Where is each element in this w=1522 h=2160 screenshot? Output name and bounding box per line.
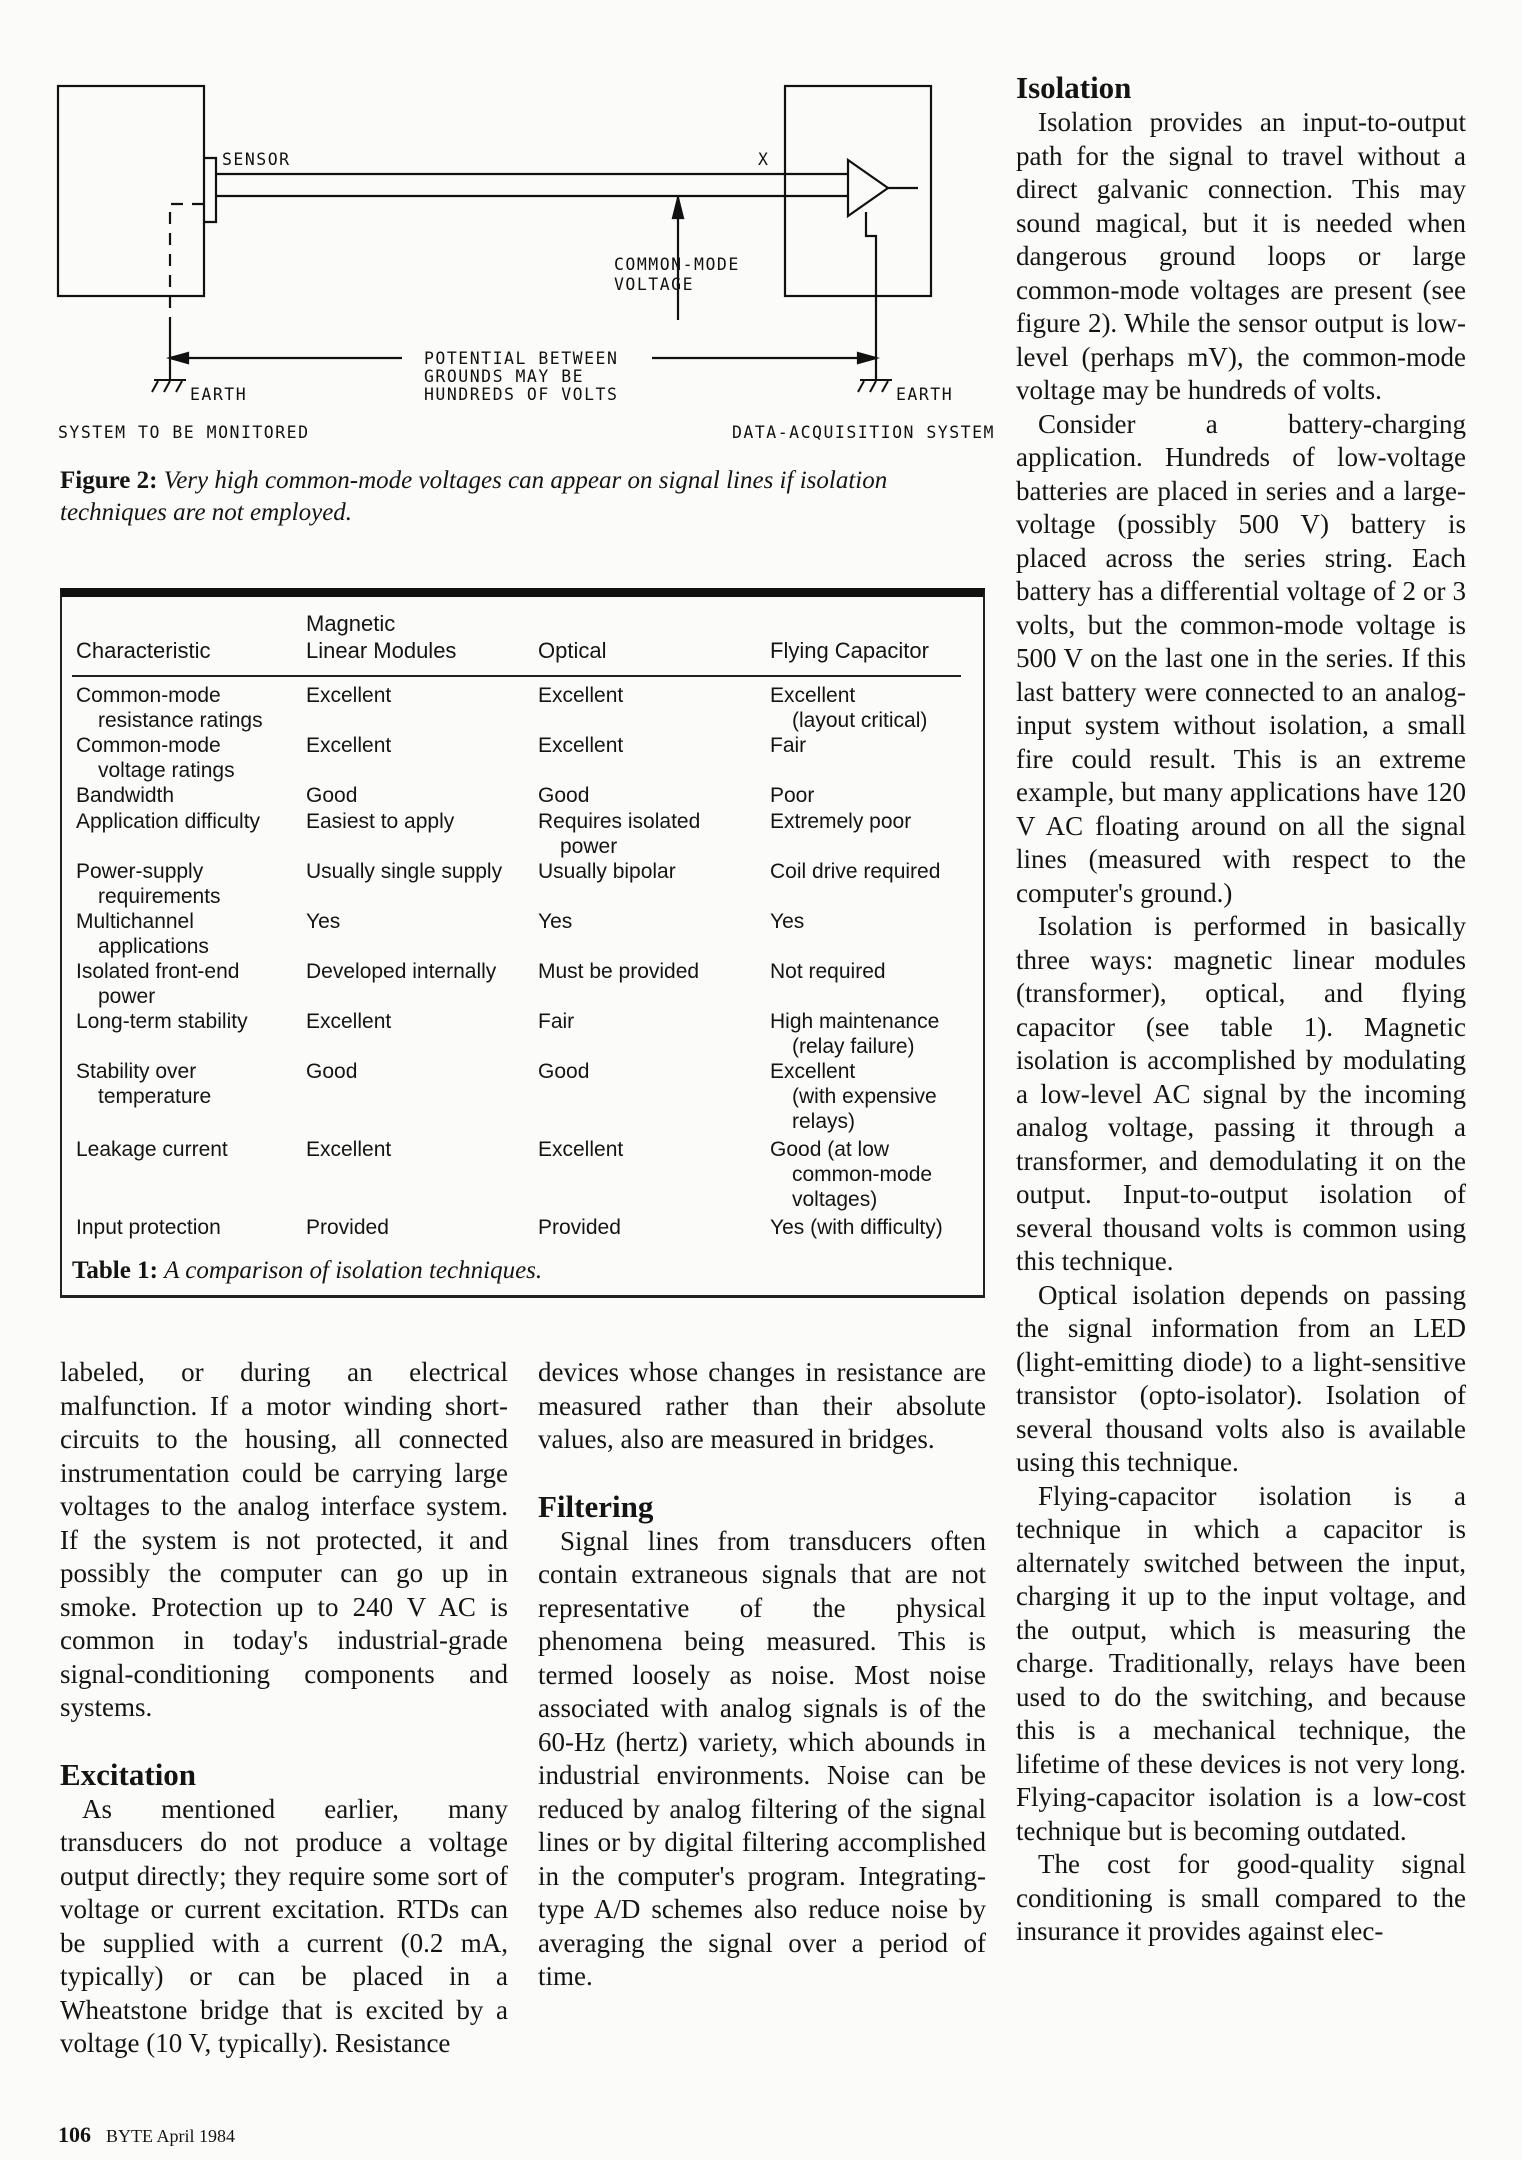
earth-ground-icon	[858, 380, 892, 392]
system-monitored-label: SYSTEM TO BE MONITORED	[58, 423, 310, 442]
table-cell-magnetic: Excellent	[306, 684, 392, 707]
table-cell-characteristic: Bandwidth	[76, 784, 175, 807]
page-number: 106	[58, 2122, 91, 2147]
table-cell-magnetic: Developed internally	[306, 960, 497, 983]
magazine-issue: BYTE April 1984	[106, 2126, 235, 2146]
table-cell-characteristic: Stability over temperature	[76, 1060, 212, 1108]
amplifier-triangle	[848, 160, 888, 216]
table-cell-optical: Usually bipolar	[538, 860, 676, 883]
paragraph: Optical isolation depends on passing the signal information from an LED (light-emitting diode) to a light-sensitive transistor (opto-isolator). Isolation of several thousand volts also is available using this technique.	[1016, 1279, 1466, 1477]
heading-filtering: Filtering	[538, 1488, 654, 1524]
table-cell-flying-capacitor: Poor	[770, 784, 815, 807]
sensor-label: SENSOR	[222, 150, 291, 169]
earth-ground-icon	[152, 380, 186, 392]
table-cell-optical: Fair	[538, 1010, 575, 1033]
paragraph: The cost for good-quality signal conditioning is small compared to the insurance it provides against elec-	[1016, 1849, 1466, 1946]
paragraph: Isolation is performed in basically three ways: magnetic linear modules (transformer), optical, and flying capacitor (see table 1). Magnetic isolation is accomplished by modulating a low-level AC signal by the incoming analog voltage, passing it through a transformer, and demodulating it on the output. Input-to-output isolation of several thousand volts is common using this technique.	[1016, 911, 1466, 1276]
table-cell-optical: Requires isolated power	[538, 810, 701, 858]
table-cell-characteristic: Common-mode voltage ratings	[76, 734, 235, 782]
daq-system-box	[785, 86, 931, 296]
earth-label-right: EARTH	[896, 385, 954, 404]
table-cell-optical: Provided	[538, 1216, 621, 1239]
table-caption	[72, 1257, 542, 1285]
x-label: X	[758, 150, 770, 169]
table-cell-magnetic: Good	[306, 1060, 358, 1083]
table-caption-label: Table 1:	[72, 1257, 158, 1284]
table-cell-flying-capacitor: Yes (with difficulty)	[770, 1216, 943, 1239]
table-cell-optical: Excellent	[538, 734, 624, 757]
heading-isolation: Isolation	[1016, 70, 1132, 105]
common-mode-label: COMMON-MODE	[614, 255, 740, 274]
table-cell-magnetic: Good	[306, 784, 358, 807]
potential-label: GROUNDS MAY BE	[424, 367, 585, 386]
page-footer	[58, 2122, 235, 2148]
table-cell-characteristic: Leakage current	[76, 1138, 228, 1161]
header-magnetic: Magnetic Linear Modules	[306, 611, 457, 663]
table-cell-optical: Excellent	[538, 1138, 624, 1161]
table-cell-characteristic: Application difficulty	[76, 810, 261, 833]
table-cell-flying-capacitor: Extremely poor	[770, 810, 912, 833]
table-cell-magnetic: Easiest to apply	[306, 810, 455, 833]
table-cell-flying-capacitor: Coil drive required	[770, 860, 941, 883]
potential-label: POTENTIAL BETWEEN	[424, 349, 619, 368]
table-cell-flying-capacitor: Excellent (layout critical)	[770, 684, 928, 732]
table-cell-flying-capacitor: Excellent (with expensive relays)	[770, 1060, 937, 1133]
table-cell-magnetic: Provided	[306, 1216, 389, 1239]
figure-caption-text: Very high common-mode voltages can appear on signal lines if isolation techniques are not employed.	[60, 467, 888, 526]
table-cell-flying-capacitor: Not required	[770, 960, 886, 983]
earth-label-left: EARTH	[190, 385, 248, 404]
table-cell-magnetic: Excellent	[306, 1010, 392, 1033]
figure-2-diagram	[40, 70, 1000, 450]
table-cell-optical: Must be provided	[538, 960, 700, 983]
table-cell-characteristic: Common-mode resistance ratings	[76, 684, 263, 732]
table-cell-optical: Good	[538, 784, 590, 807]
table-cell-optical: Excellent	[538, 684, 624, 707]
table-cell-magnetic: Excellent	[306, 1138, 392, 1161]
isolation-comparison-table	[60, 588, 985, 1298]
text-column-3	[1016, 70, 1466, 1949]
table-cell-characteristic: Multichannel applications	[76, 910, 209, 958]
heading-excitation: Excitation	[60, 1756, 197, 1792]
table-cell-flying-capacitor: Fair	[770, 734, 807, 757]
paragraph: devices whose changes in resistance are measured rather than their absolute values, also are measured in bridges.	[538, 1357, 986, 1454]
table-cell-magnetic: Yes	[306, 910, 341, 933]
table-cell-optical: Yes	[538, 910, 573, 933]
table-cell-characteristic: Isolated front-end power	[76, 960, 240, 1008]
header-characteristic: Characteristic	[76, 638, 211, 663]
header-flying-capacitor: Flying Capacitor	[770, 638, 929, 663]
table-cell-flying-capacitor: Yes	[770, 910, 805, 933]
paragraph: labeled, or during an electrical malfunction. If a motor winding short-circuits to the housing, all connected instrumentation could be carrying large voltages to the analog interface system. If the system is not protected, it and possibly the computer can go up in smoke. Protection up to 240 V AC is common in today's industrial-grade signal-conditioning components and systems.	[60, 1357, 508, 1722]
figure-caption	[60, 465, 990, 529]
table-cell-flying-capacitor: High maintenance (relay failure)	[770, 1010, 940, 1058]
table-cell-flying-capacitor: Good (at low common-mode voltages)	[770, 1138, 933, 1211]
table-caption-text: A comparison of isolation techniques.	[164, 1257, 543, 1284]
table-cell-magnetic: Usually single supply	[306, 860, 503, 883]
paragraph: As mentioned earlier, many transducers do not produce a voltage output directly; they require some sort of voltage or current excitation. RTDs can be supplied with a current (0.2 mA, typically) or can be placed in a Wheatstone bridge that is excited by a voltage (10 V, typically). Resistance	[60, 1793, 508, 2058]
table-cell-characteristic: Power-supply requirements	[76, 860, 221, 908]
text-column-1	[60, 1356, 508, 2061]
potential-label: HUNDREDS OF VOLTS	[424, 385, 619, 404]
table-cell-magnetic: Excellent	[306, 734, 392, 757]
paragraph: Consider a battery-charging application. Hundreds of low-voltage batteries are placed in series and a large-voltage (possibly 500 V) battery is placed across the series string. Each battery has a differential voltage of 2 or 3 volts, but the common-mode voltage is 500 V on the last one in the series. If this last battery were connected to an analog-input system without isolation, a small fire could result. This is an extreme example, but many applications have 120 V AC floating around on all the signal lines (measured with respect to the computer's ground.)	[1016, 408, 1466, 908]
paragraph: Signal lines from transducers often contain extraneous signals that are not representative of the physical phenomena being measured. This is termed loosely as noise. Most noise associated with analog signals is of the 60-Hz (hertz) variety, which abounds in industrial environments. Noise can be reduced by analog filtering of the signal lines or by digital filtering accomplished in the computer's program. Integrating-type A/D schemes also reduce noise by averaging the signal over a period of time.	[538, 1525, 986, 1991]
paragraph: Isolation provides an input-to-output path for the signal to travel without a direct galvanic connection. This may sound magical, but it is needed when dangerous ground loops or large common-mode voltages are present (see figure 2). While the sensor output is low-level (perhaps mV), the common-mode voltage may be hundreds of volts.	[1016, 107, 1466, 405]
header-optical: Optical	[538, 638, 607, 663]
common-mode-label: VOLTAGE	[614, 275, 695, 294]
table-cell-optical: Good	[538, 1060, 590, 1083]
table-cell-characteristic: Long-term stability	[76, 1010, 248, 1033]
monitored-system-box	[58, 86, 204, 296]
figure-caption-label: Figure 2:	[60, 467, 158, 494]
table-cell-characteristic: Input protection	[76, 1216, 221, 1239]
header-rule	[72, 675, 961, 677]
text-column-2	[538, 1356, 986, 1994]
paragraph: Flying-capacitor isolation is a technique in which a capacitor is alternately switched between the input, charging it up to the input voltage, and the output, which is measuring the charge. Traditionally, relays have been used to do the switching, and because this is a mechanical technique, the lifetime of these devices is not very long. Flying-capacitor isolation is a low-cost technique but is becoming outdated.	[1016, 1480, 1466, 1846]
daq-system-label: DATA-ACQUISITION SYSTEM	[732, 423, 995, 442]
